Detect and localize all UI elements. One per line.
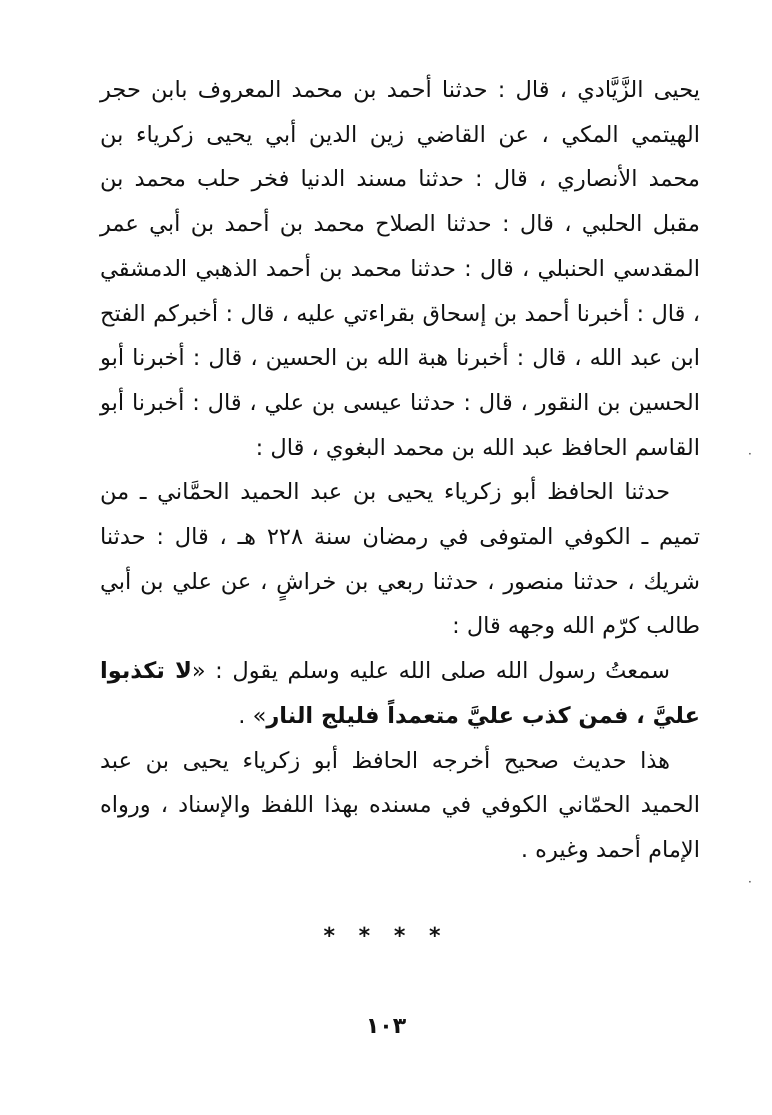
section-separator: * * * *	[323, 924, 449, 949]
page-number: ١٠٣	[365, 1014, 407, 1039]
matn-quote: لا تكذبوا عليَّ ، فمن كذب عليَّ متعمداً فليلج النار	[100, 658, 700, 729]
margin-dot: ·	[748, 447, 752, 461]
paragraph-takhrij	[100, 739, 700, 873]
matn-intro: سمعتُ رسول الله صلى الله عليه وسلم يقول : «	[191, 658, 670, 685]
main-text	[100, 68, 700, 873]
paragraph-isnad-chain	[100, 68, 700, 470]
paragraph-hadith-isnad	[100, 470, 700, 649]
margin-dot: ·	[748, 875, 752, 889]
paragraph-text: هذا حديث صحيح أخرجه الحافظ أبو زكرياء يحيى بن عبد الحميد الحمّاني الكوفي في مسنده بهذا اللفظ والإسناد ، ورواه الإمام أحمد وغيره .	[100, 747, 700, 863]
paragraph-text: حدثنا الحافظ أبو زكرياء يحيى بن عبد الحميد الحمَّاني ـ من تميم ـ الكوفي المتوفى في رمضان سنة ٢٢٨ هـ ، قال : حدثنا شريك ، حدثنا منصور ، حدثنا ربعي بن خراشٍ ، عن علي بن أبي طالب كرّم الله وجهه قال :	[100, 479, 700, 640]
paragraph-hadith-matn	[100, 649, 700, 738]
matn-outro: » .	[238, 702, 267, 729]
paragraph-text: يحيى الزَّيَّادي ، قال : حدثنا أحمد بن محمد المعروف بابن حجر الهيتمي المكي ، عن القاضي زين الدين أبي يحيى زكرياء بن محمد الأنصاري ، قال : حدثنا مسند الدنيا فخر حلب محمد بن مقبل الحلبي ، قال : حدثنا الصلاح محمد بن أحمد بن أبي عمر المقدسي الحنبلي ، قال : حدثنا محمد بن أحمد الذهبي الدمشقي ، قال : أخبرنا أحمد بن إسحاق بقراءتي عليه ، قال : أخبركم الفتح ابن عبد الله ، قال : أخبرنا هبة الله بن الحسين ، قال : أخبرنا أبو الحسين بن النقور ، قال : حدثنا عيسى بن علي ، قال : أخبرنا أبو القاسم الحافظ عبد الله بن محمد البغوي ، قال :	[100, 77, 700, 461]
